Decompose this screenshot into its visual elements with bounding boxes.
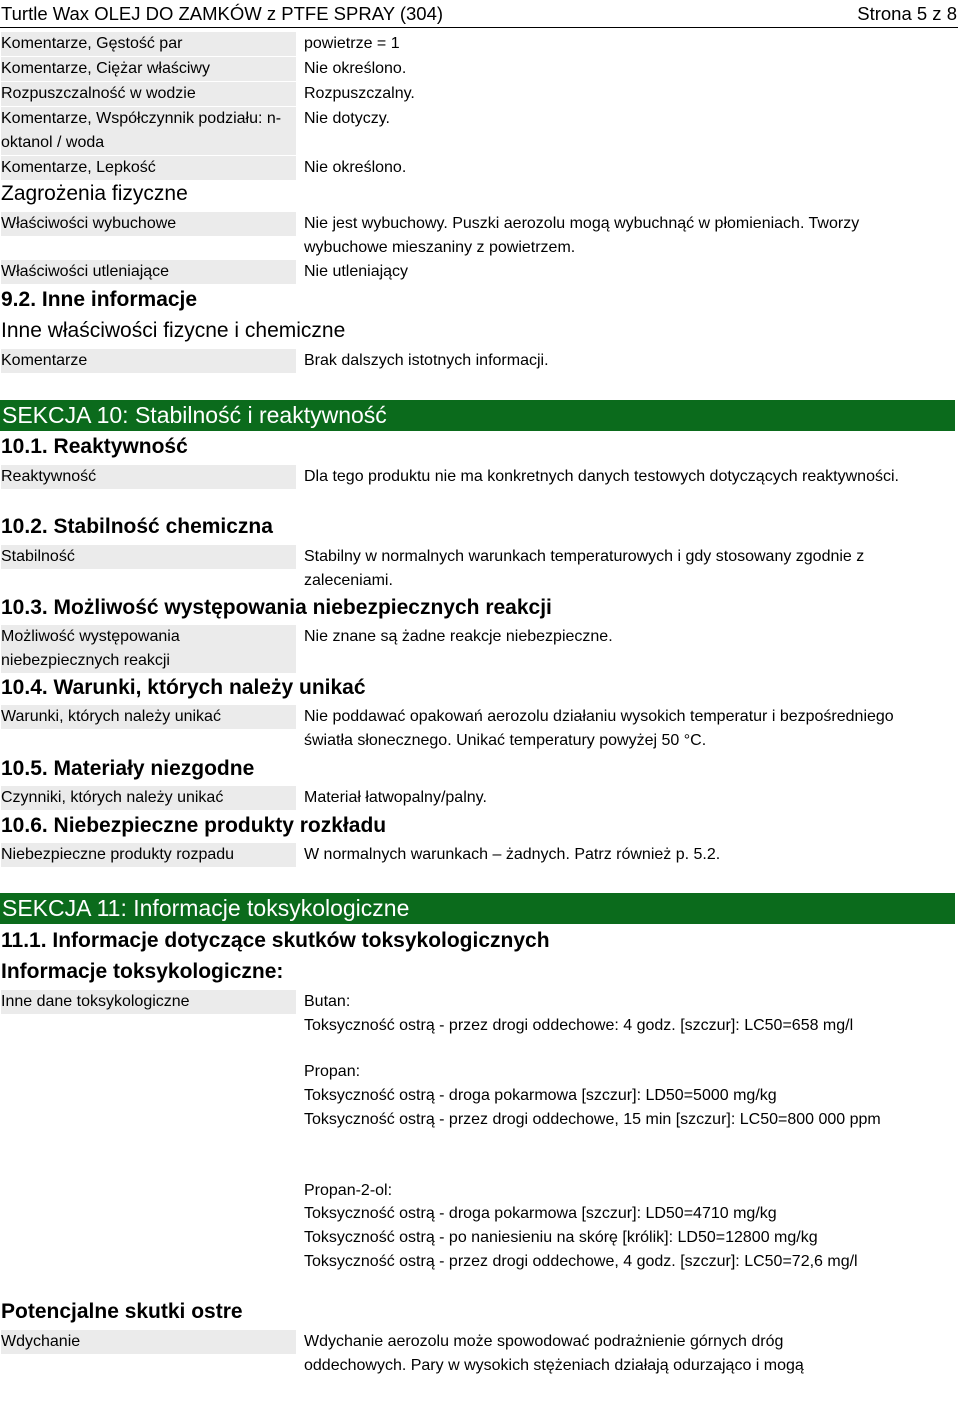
row-label-decomposition: Niebezpieczne produkty rozpadu [1,843,296,867]
row-label-inhalation: Wdychanie [1,1330,296,1354]
row-value-vapour-density: powietrze = 1 [304,35,400,52]
row-value-stability: Stabilny w normalnych warunkach temperaturowych i gdy stosowany zgodnie z zaleceniami. [304,548,865,589]
section-10-6-heading: 10.6. Niebezpieczne produkty rozkładu [1,814,387,837]
tox-propan2ol-line-2: Toksyczność ostrą - po naniesieniu na skórę [królik]: LD50=12800 mg/kg [304,1229,818,1246]
other-properties-heading: Inne właściwości fizycne i chemiczne [1,319,346,342]
row-value-reactivity: Dla tego produktu nie ma konkretnych danych testowych dotyczących reaktywności. [304,468,899,485]
tox-info-heading: Informacje toksykologiczne: [1,960,284,983]
page-number: Strona 5 z 8 [857,3,957,24]
row-label-vapour-density: Komentarze, Gęstość par [1,32,296,56]
section-9-2-heading: 9.2. Inne informacje [1,288,198,311]
row-value-decomposition: W normalnych warunkach – żadnych. Patrz również p. 5.2. [304,846,721,863]
row-label-oxidising: Właściwości utleniające [1,260,296,284]
tox-propan2ol-line-3: Toksyczność ostrą - przez drogi oddechowe, 4 godz. [szczur]: LC50=72,6 mg/l [304,1253,858,1270]
row-label-incompatible: Czynniki, których należy unikać [1,786,296,810]
row-label-other-tox: Inne dane toksykologiczne [1,990,296,1014]
row-value-inhalation: Wdychanie aerozolu może spowodować podrażnienie górnych dróg oddechowych. Pary w wysokich stężeniach działają odurzająco i mogą [304,1333,804,1374]
section-10-5-heading: 10.5. Materiały niezgodne [1,757,255,780]
row-value-partition-coefficient: Nie dotyczy. [304,110,390,127]
row-label-conditions-to-avoid: Warunki, których należy unikać [1,705,296,729]
row-value-explosive: Nie jest wybuchowy. Puszki aerozolu mogą wybuchnąć w płomieniach. Tworzy wybuchowe mieszaniny z powietrzem. [304,215,860,256]
tox-butan-line-1: Toksyczność ostrą - przez drogi oddechowe: 4 godz. [szczur]: LC50=658 mg/l [304,1017,854,1034]
section-10-title: SEKCJA 10: Stabilność i reaktywność [0,400,955,431]
section-10-2-heading: 10.2. Stabilność chemiczna [1,515,273,538]
row-label-specific-gravity: Komentarze, Ciężar właściwy [1,57,296,81]
physical-hazards-heading: Zagrożenia fizyczne [1,182,188,205]
row-value-hazardous-reactions: Nie znane są żadne reakcje niebezpieczne. [304,628,613,645]
section-11-1-heading: 11.1. Informacje dotyczące skutków toksykologicznych [1,929,550,952]
row-label-comments: Komentarze [1,349,296,373]
row-label-stability: Stabilność [1,545,296,569]
row-value-specific-gravity: Nie określono. [304,60,407,77]
tox-propan-line-2: Toksyczność ostrą - przez drogi oddechowe, 15 min [szczur]: LC50=800 000 ppm [304,1111,881,1128]
row-value-water-solubility: Rozpuszczalny. [304,85,415,102]
row-label-explosive: Właściwości wybuchowe [1,212,296,236]
page-header [0,2,958,28]
row-label-water-solubility: Rozpuszczalność w wodzie [1,82,296,106]
row-value-viscosity: Nie określono. [304,159,407,176]
tox-propan-line-1: Toksyczność ostrą - droga pokarmowa [szczur]: LD50=5000 mg/kg [304,1087,777,1104]
section-10-3-heading: 10.3. Możliwość występowania niebezpiecznych reakcji [1,596,552,619]
row-label-partition-coefficient: Komentarze, Współczynnik podziału: n-oktanol / woda [1,107,296,155]
row-label-hazardous-reactions: Możliwość występowania niebezpiecznych reakcji [1,625,296,673]
tox-propan2ol-line-1: Toksyczność ostrą - droga pokarmowa [szczur]: LD50=4710 mg/kg [304,1205,777,1222]
tox-butan-name: Butan: [304,993,351,1010]
section-11-title: SEKCJA 11: Informacje toksykologiczne [0,893,955,924]
row-value-incompatible: Materiał łatwopalny/palny. [304,789,487,806]
section-10-4-heading: 10.4. Warunki, których należy unikać [1,676,366,699]
acute-effects-heading: Potencjalne skutki ostre [1,1300,243,1323]
section-10-1-heading: 10.1. Reaktywność [1,435,188,458]
tox-propan2ol-name: Propan-2-ol: [304,1182,393,1199]
tox-propan-name: Propan: [304,1063,361,1080]
row-label-viscosity: Komentarze, Lepkość [1,156,296,180]
row-value-comments: Brak dalszych istotnych informacji. [304,352,549,369]
row-value-oxidising: Nie utleniający [304,263,409,280]
row-label-reactivity: Reaktywność [1,465,296,489]
document-title: Turtle Wax OLEJ DO ZAMKÓW z PTFE SPRAY (304) [1,3,444,24]
row-value-conditions-to-avoid: Nie poddawać opakowań aerozolu działaniu wysokich temperatur i bezpośredniego światła słonecznego. Unikać temperatury powyżej 50 °C. [304,708,894,749]
